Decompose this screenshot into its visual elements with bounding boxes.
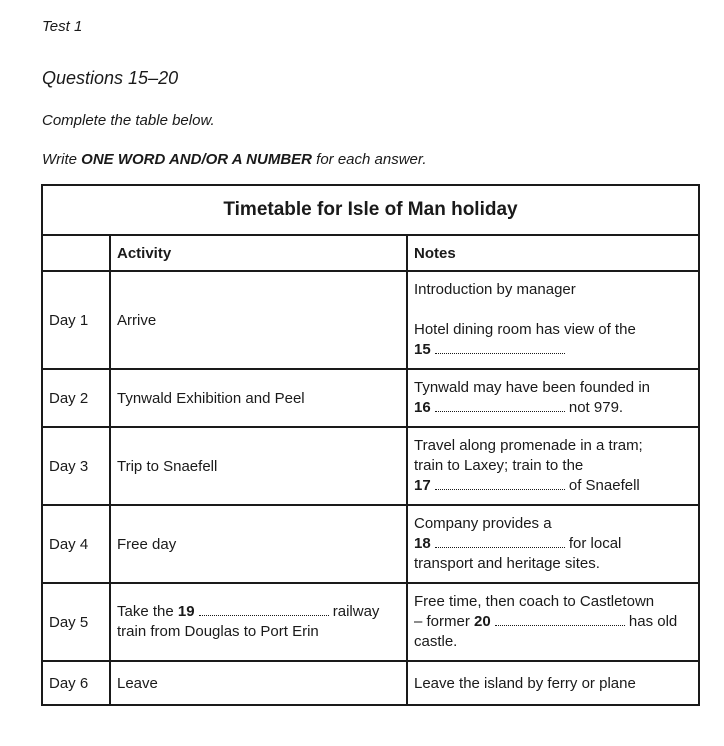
note-spacer xyxy=(414,300,692,320)
notes-cell xyxy=(407,505,699,583)
answer-line-18[interactable] xyxy=(414,534,692,554)
table-row xyxy=(42,583,699,661)
notes-cell xyxy=(407,427,699,505)
answer-blank[interactable] xyxy=(199,604,329,616)
activity-cell: Tynwald Exhibition and Peel xyxy=(110,369,407,427)
timetable xyxy=(41,184,700,706)
instruction-word-limit xyxy=(42,151,427,168)
table-title: Timetable for Isle of Man holiday xyxy=(42,185,699,235)
note-text: transport and heritage sites. xyxy=(414,555,600,572)
activity-cell xyxy=(110,583,407,661)
question-number: 19 xyxy=(177,603,195,620)
answer-blank[interactable] xyxy=(435,342,565,354)
instruction-word-limit-pre: Write xyxy=(42,151,77,168)
note-text: has old xyxy=(628,613,678,630)
note-text: castle. xyxy=(414,633,458,650)
notes-cell: Leave the island by ferry or plane xyxy=(407,661,699,705)
table-row xyxy=(42,369,699,427)
question-number: 20 xyxy=(474,613,491,630)
activity-text: train from Douglas to Port Erin xyxy=(117,623,319,640)
questions-heading: Questions 15–20 xyxy=(42,68,179,88)
answer-blank[interactable] xyxy=(495,614,625,626)
answer-blank[interactable] xyxy=(435,400,565,412)
activity-cell: Leave xyxy=(110,661,407,705)
note-text: not 979. xyxy=(568,399,624,416)
day-cell: Day 6 xyxy=(42,661,110,705)
notes-cell xyxy=(407,583,699,661)
answer-line-15[interactable] xyxy=(414,340,692,360)
activity-text: Take the xyxy=(117,603,174,620)
activity-cell: Arrive xyxy=(110,271,407,369)
answer-line-19[interactable] xyxy=(117,602,400,622)
table-row xyxy=(42,661,699,705)
table-row xyxy=(42,271,699,369)
instruction-complete-table: Complete the table below. xyxy=(42,112,215,129)
instruction-word-limit-post: for each answer. xyxy=(316,151,427,168)
day-cell: Day 1 xyxy=(42,271,110,369)
day-cell: Day 3 xyxy=(42,427,110,505)
instruction-word-limit-bold: ONE WORD AND/OR A NUMBER xyxy=(81,151,312,168)
answer-line-17[interactable] xyxy=(414,476,692,496)
question-number: 17 xyxy=(414,477,431,494)
day-cell: Day 5 xyxy=(42,583,110,661)
note-text: Introduction by manager xyxy=(414,281,576,298)
question-number: 15 xyxy=(414,341,431,358)
header-notes: Notes xyxy=(407,235,699,271)
day-cell: Day 4 xyxy=(42,505,110,583)
note-text: for local xyxy=(568,535,622,552)
header-activity: Activity xyxy=(110,235,407,271)
activity-cell: Free day xyxy=(110,505,407,583)
question-number: 16 xyxy=(414,399,431,416)
note-text: Travel along promenade in a tram; xyxy=(414,437,643,454)
activity-cell: Trip to Snaefell xyxy=(110,427,407,505)
note-text: of Snaefell xyxy=(568,477,640,494)
question-number: 18 xyxy=(414,535,431,552)
day-cell: Day 2 xyxy=(42,369,110,427)
table-row xyxy=(42,505,699,583)
notes-cell xyxy=(407,271,699,369)
answer-line-16[interactable] xyxy=(414,398,692,418)
note-text: Hotel dining room has view of the xyxy=(414,321,636,338)
note-text: – former xyxy=(414,613,470,630)
notes-cell xyxy=(407,369,699,427)
note-text: Tynwald may have been founded in xyxy=(414,379,650,396)
answer-blank[interactable] xyxy=(435,478,565,490)
header-day-cell xyxy=(42,235,110,271)
activity-text: railway xyxy=(332,603,380,620)
answer-line-20[interactable] xyxy=(414,612,692,632)
answer-blank[interactable] xyxy=(435,536,565,548)
note-text: Free time, then coach to Castletown xyxy=(414,593,655,610)
table-row xyxy=(42,427,699,505)
test-label: Test 1 xyxy=(42,18,83,35)
note-text: train to Laxey; train to the xyxy=(414,457,584,474)
note-text: Company provides a xyxy=(414,515,552,532)
